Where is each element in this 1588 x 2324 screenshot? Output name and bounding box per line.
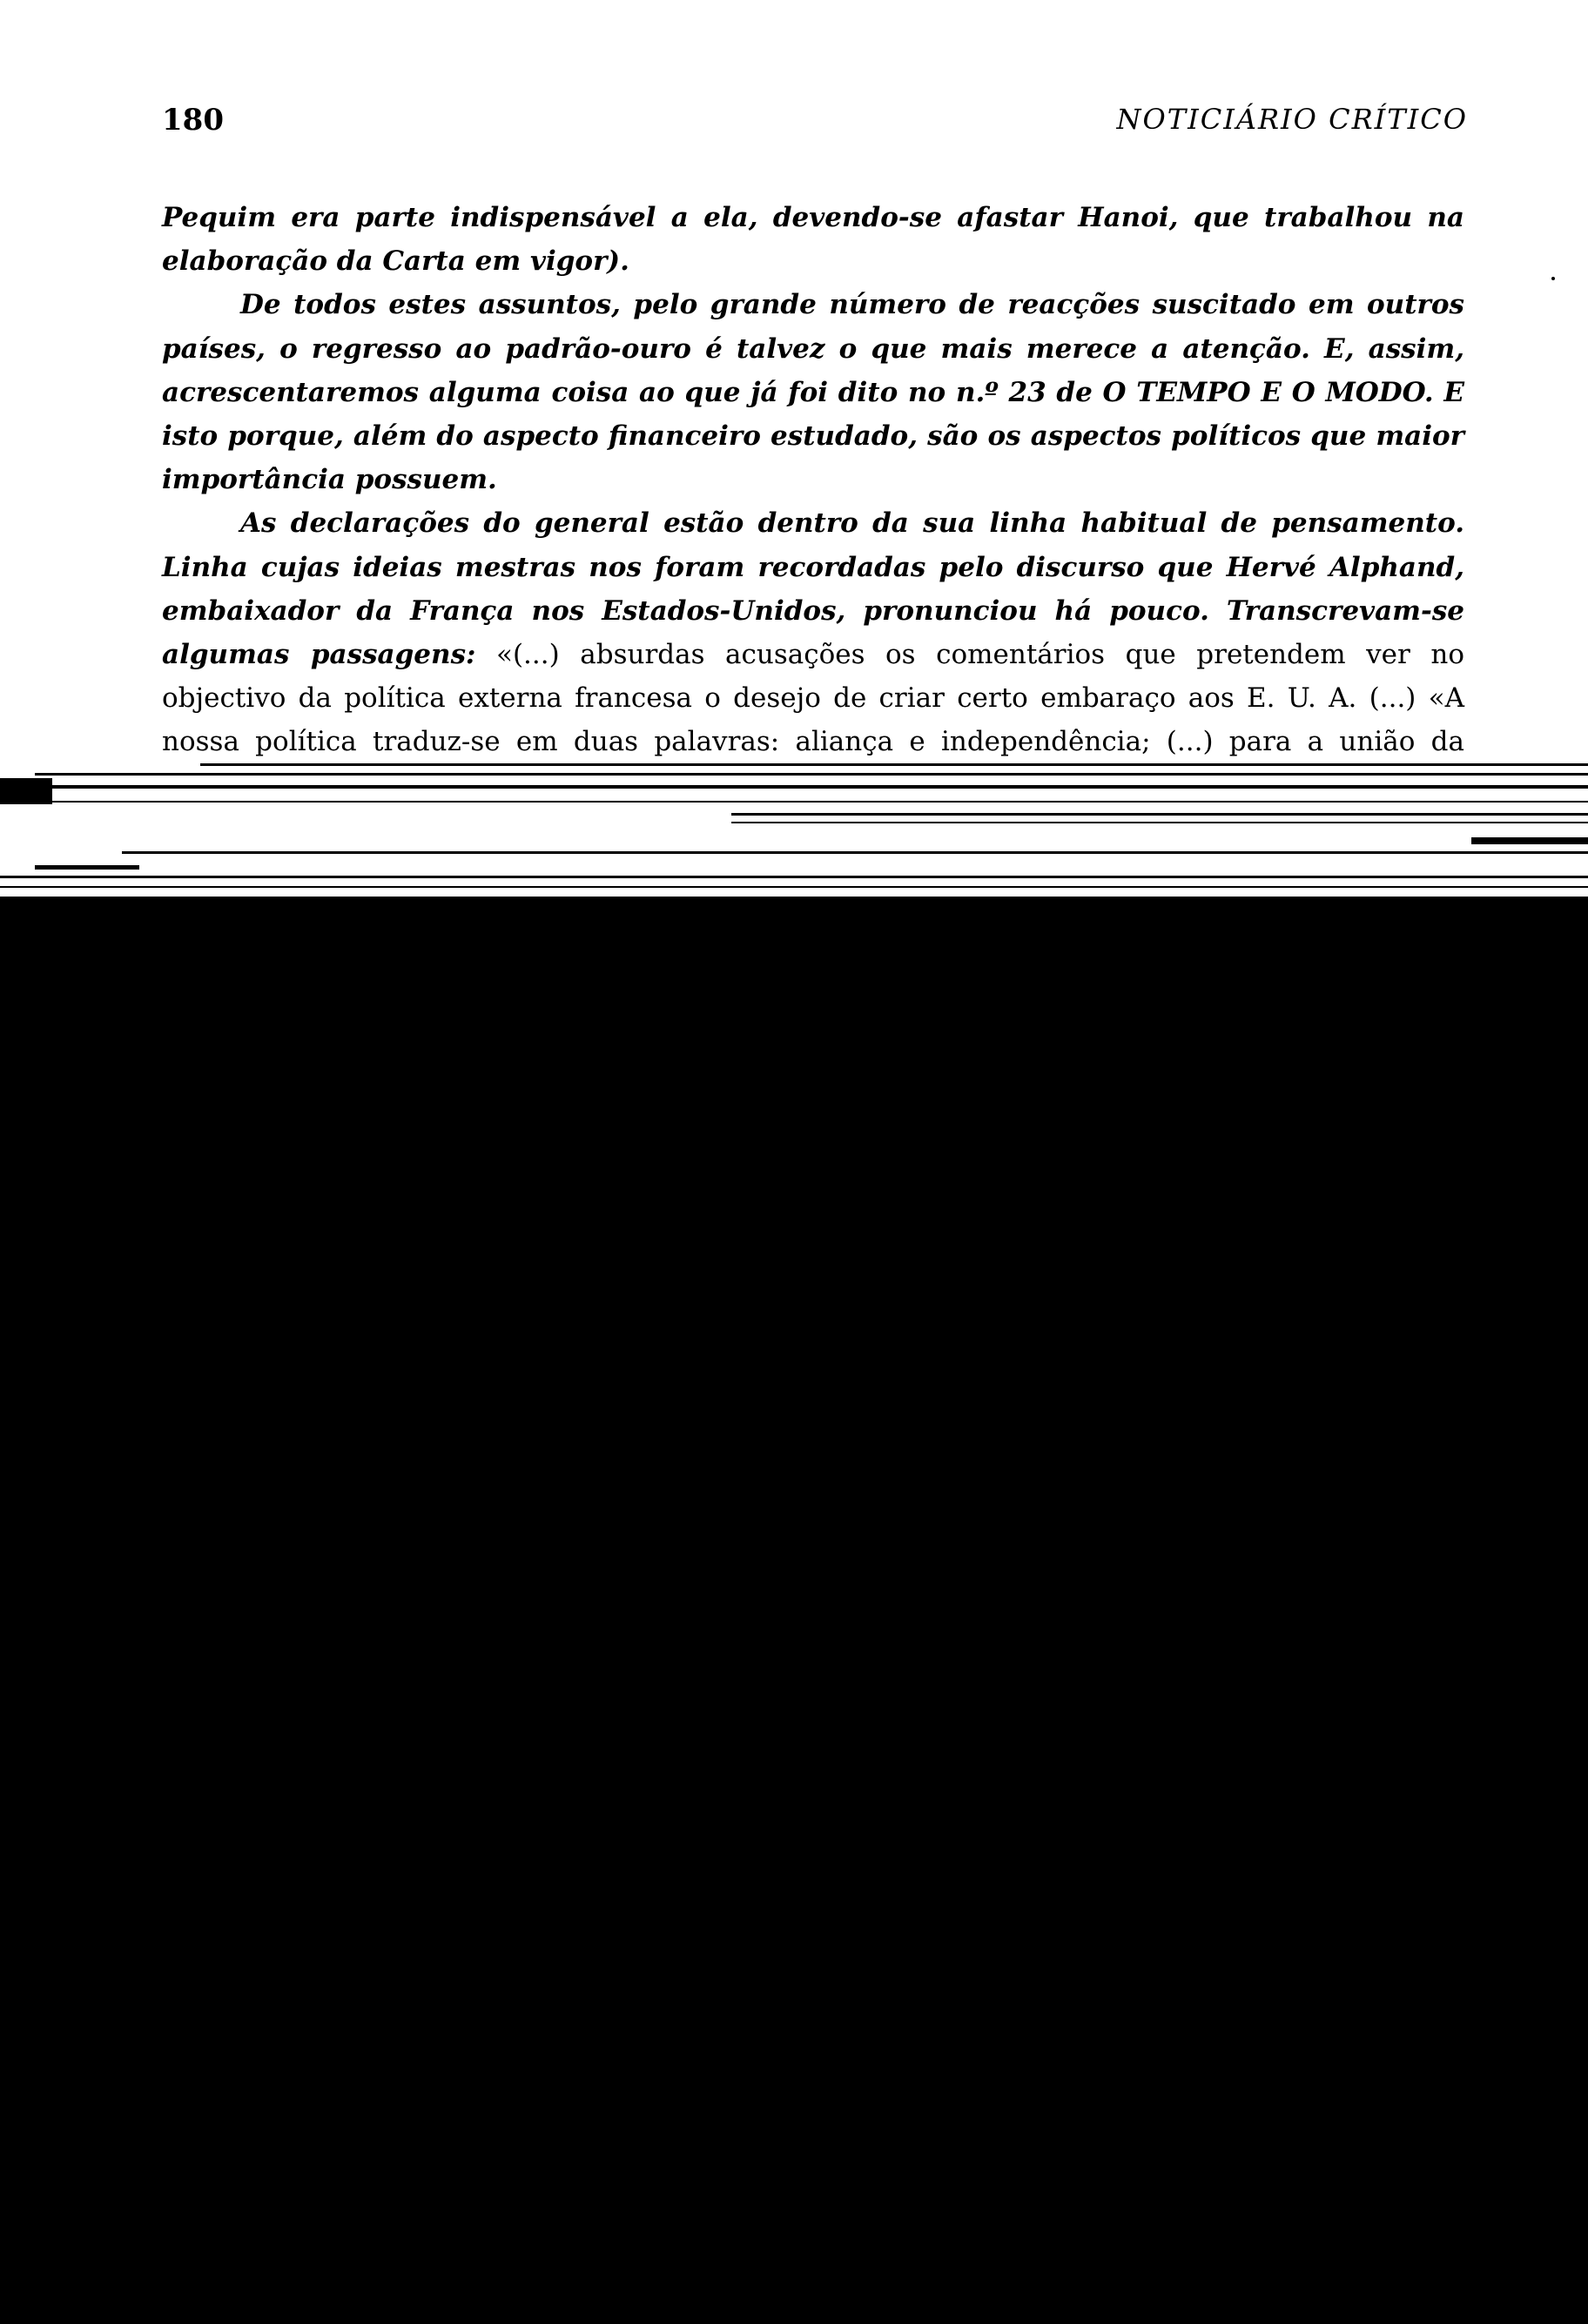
paragraph-2: De todos estes assuntos, pelo grande número de reacções suscitado em outros países, o regresso ao padrão-ouro é talvez o que mais merece a atenção. E, assim, acrescentaremos alguma coisa ao que já foi dito no n.º 23 de O TEMPO E O MODO. E isto porque, além do aspecto financeiro estudado, são os aspectos políticos que maior importância possuem. [162, 289, 1464, 496]
scan-artifact-rule [122, 851, 1588, 854]
scan-artifact-rule [0, 876, 1588, 878]
scan-artifact-rule [1471, 837, 1588, 844]
scan-artifact-rule [35, 773, 1588, 776]
paragraph-3 [162, 501, 1464, 807]
scan-artifact-rule [0, 801, 1588, 803]
paragraph-3-quote: «(...) absurdas acusações os comentários que pretendem ver no objectivo da política externa francesa o desejo de criar certo embaraço aos E. U. A. (...) «A nossa política traduz-se em duas palavras: aliança e independência; (...) para a união da [162, 639, 1464, 758]
scan-artifact-rule [0, 886, 1588, 888]
scan-artifact-rule [731, 822, 1588, 823]
scanned-page [0, 0, 1588, 766]
scan-artifact-rule [35, 865, 139, 870]
paragraph-3-italic: As declarações do general estão dentro da sua linha habitual de pensamento. Linha cujas ideias mestras nos foram recordadas pelo discurso que Hervé Alphand, embaixador da França nos Estados-Unidos, pronunciou há pouco. Transcrevam-se algumas passagens: [162, 507, 1464, 671]
scan-artifact-rule [731, 813, 1588, 816]
paragraph-1: Pequim era parte indispensável a ela, devendo-se afastar Hanoi, que trabalhou na elaboração da Carta em vigor). [162, 202, 1464, 278]
page-header [162, 103, 1468, 155]
scan-artifact-rule [0, 785, 1588, 789]
article-body [162, 196, 1464, 830]
page-number: 180 [162, 103, 224, 138]
scan-speck [1551, 277, 1555, 280]
scan-artifact-rule [0, 778, 52, 804]
running-title: NOTICIÁRIO CRÍTICO [1116, 103, 1468, 136]
scan-artifact-band [0, 766, 1588, 897]
